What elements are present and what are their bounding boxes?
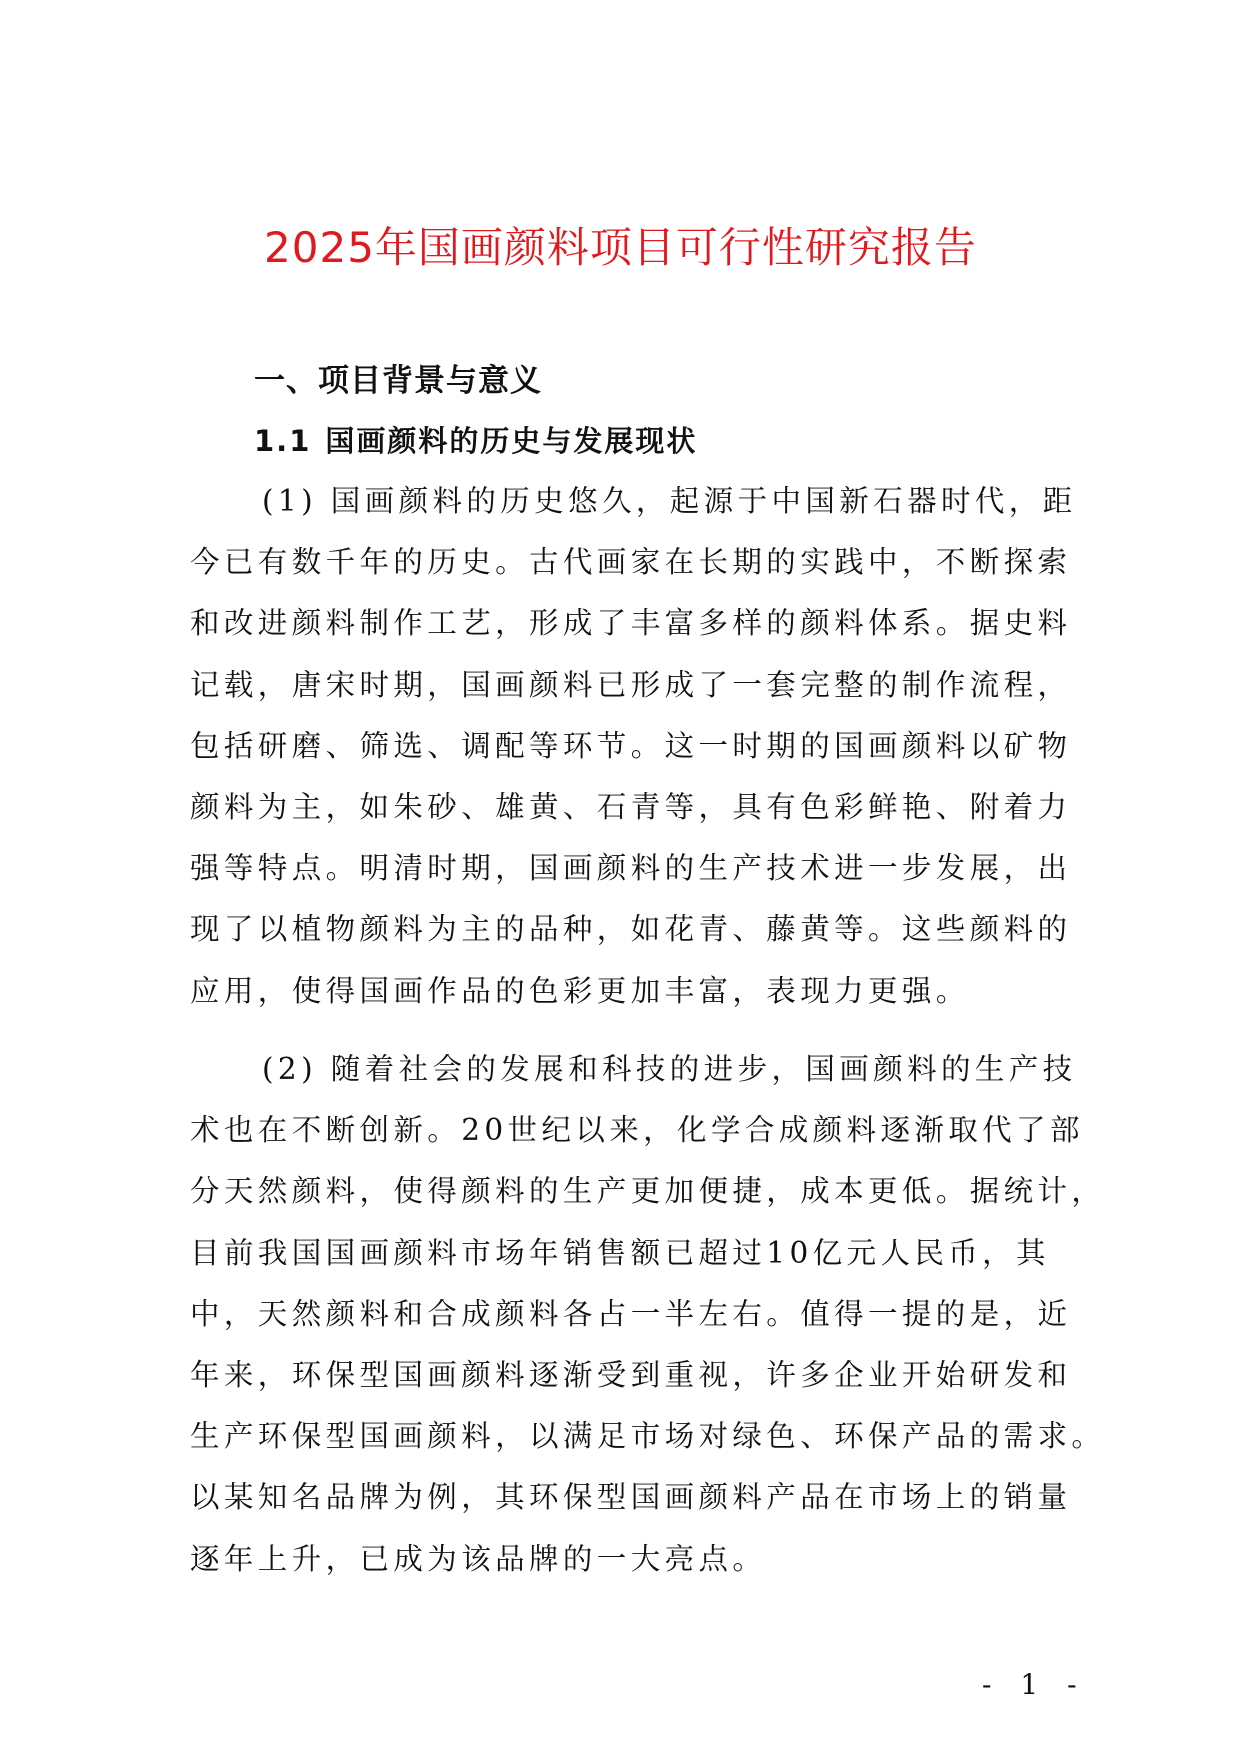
paragraph-line: 颜料为主，如朱砂、雄黄、石青等，具有色彩鲜艳、附着力 xyxy=(190,790,1072,825)
paragraph-line: 生产环保型国画颜料，以满足市场对绿色、环保产品的需求。 xyxy=(190,1419,1106,1454)
paragraph-line: 和改进颜料制作工艺，形成了丰富多样的颜料体系。据史料 xyxy=(190,606,1072,641)
paragraph-line: 强等特点。明清时期，国画颜料的生产技术进一步发展，出 xyxy=(190,851,1072,886)
paragraph-line: 记载，唐宋时期，国画颜料已形成了一套完整的制作流程， xyxy=(190,667,1072,702)
paragraph-1 xyxy=(190,471,1077,1022)
paragraph-line: 应用，使得国画作品的色彩更加丰富，表现力更强。 xyxy=(190,973,970,1008)
paragraph-line: 以某知名品牌为例，其环保型国画颜料产品在市场上的销量 xyxy=(190,1480,1072,1515)
page-number: - 1 - xyxy=(982,1668,1087,1701)
paragraph-line: 包括研磨、筛选、调配等环节。这一时期的国画颜料以矿物 xyxy=(190,728,1072,763)
paragraph-line: 逐年上升，已成为该品牌的一大亮点。 xyxy=(190,1541,767,1576)
paragraph-line: 中，天然颜料和合成颜料各占一半左右。值得一提的是，近 xyxy=(190,1296,1072,1331)
paragraph-line: (1) 国画颜料的历史悠久，起源于中国新石器时代，距 xyxy=(262,484,1077,518)
document-title: 2025年国画颜料项目可行性研究报告 xyxy=(264,223,977,272)
subsection-heading xyxy=(254,420,697,462)
section-heading: 一、项目背景与意义 xyxy=(254,363,542,399)
paragraph-line: 年来，环保型国画颜料逐渐受到重视，许多企业开始研发和 xyxy=(190,1358,1072,1393)
paragraph-line: 目前我国国画颜料市场年销售额已超过10亿元人民币，其 xyxy=(190,1235,1050,1270)
paragraph-line: 今已有数千年的历史。古代画家在长期的实践中，不断探索 xyxy=(190,545,1072,580)
paragraph-line: 分天然颜料，使得颜料的生产更加便捷，成本更低。据统计， xyxy=(190,1174,1106,1209)
paragraph-line: 术也在不断创新。20世纪以来，化学合成颜料逐渐取代了部 xyxy=(190,1113,1084,1148)
subsection-number: 1.1 xyxy=(254,424,312,458)
paragraph-line: 现了以植物颜料为主的品种，如花青、藤黄等。这些颜料的 xyxy=(190,912,1072,947)
paragraph-line: (2) 随着社会的发展和科技的进步，国画颜料的生产技 xyxy=(262,1052,1077,1086)
subsection-title: 国画颜料的历史与发展现状 xyxy=(325,424,698,458)
paragraph-2 xyxy=(190,1039,1106,1590)
